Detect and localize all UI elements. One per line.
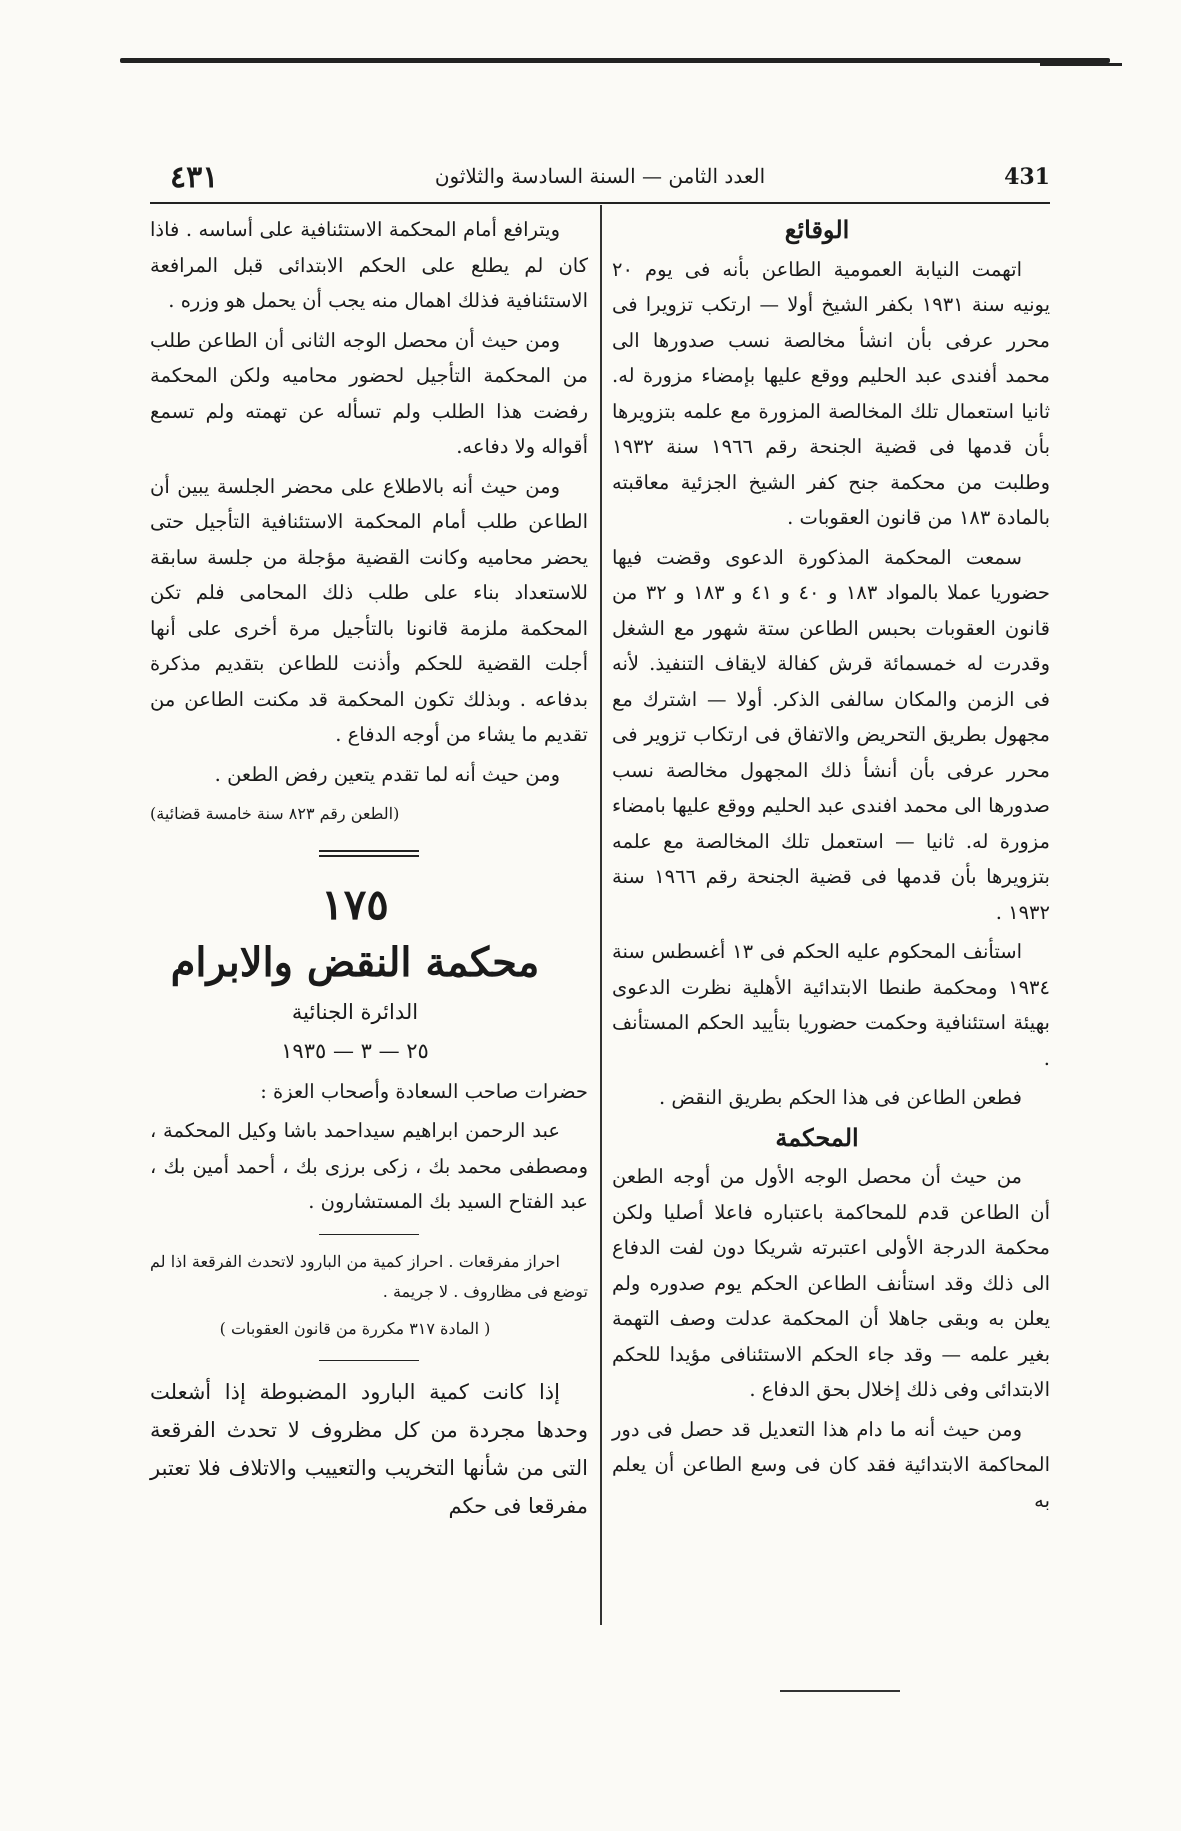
column-divider: [600, 205, 602, 1625]
law-reference: ( المادة ٣١٧ مكررة من قانون العقوبات ): [219, 1318, 491, 1338]
top-rule-tail: [1040, 63, 1122, 66]
page-number-arabic: ٤٣١: [170, 160, 219, 195]
facts-paragraph-3: استأنف المحكوم عليه الحكم فى ١٣ أغسطس سنة ١٩٣٤ ومحكمة طنطا الابتدائية الأهلية نظرت الدعوى بهيئة استئنافية وحكمت حضوريا بتأييد الحكم المستأنف .: [612, 940, 1050, 1070]
page-header: [150, 160, 1050, 200]
court-paragraph-2: ومن حيث أنه ما دام هذا التعديل قد حصل فى دور المحاكمة الابتدائية فقد كان فى وسع الطاعن أن يعلم به: [612, 1417, 1050, 1512]
case-number: ١٧٥: [321, 879, 389, 929]
top-rule: [120, 58, 1110, 63]
headnote-rule-top: [319, 1234, 419, 1235]
court-paragraph-1: من حيث أن محصل الوجه الأول من أوجه الطعن أن الطاعن قدم للمحاكمة باعتباره فاعلا أصليا ولكن محكمة الدرجة الأولى اعتبرته شريكا دون لفت الدفاع الى ذلك وقد استأنف الطاعن الحكم يوم صدوره ولم يعلن به وبقى جاهلا أن المحكمة عدلت وصف التهمة بغير علمه — وقد جاء الحكم الاستئنافى مؤيدا للحكم الابتدائى وفى ذلك إخلال بحق الدفاع .: [612, 1165, 1050, 1401]
chamber-name: الدائرة الجنائية: [291, 999, 419, 1024]
left-column: [150, 212, 588, 1529]
headnote: احراز مفرقعات . احراز كمية من البارود لاتحدث الفرقعة اذا لم توضع فى مظاروف . لا جريمة .: [150, 1251, 588, 1301]
section-separator: [319, 850, 419, 857]
facts-paragraph-2: سمعت المحكمة المذكورة الدعوى وقضت فيها حضوريا عملا بالمواد ١٨٣ و ٤٠ و ٤١ و ١٨٣ و ٣٢ من قانون العقوبات بحبس الطاعن ستة شهور مع الشغل وقدرت له خمسمائة قرش كفالة لايقاف التنفيذ. لأنه فى الزمن والمكان سالفى الذكر. أولا — اشترك مع مجهول بطريق التحريض والاتفاق فى ارتكاب تزوير فى محرر عرفى بأن أنشأ ذلك المجهول مخالصة نسب صدورها الى محمد افندى عبد الحليم ووقع عليها بامضاء مزورة له. ثانيا — استعمل تلك المخالصة مع علمه بتزويرها بأن قدمها فى قضية الجنحة رقم ١٩٦٦ سنة ١٩٣٢ .: [611, 545, 1050, 924]
case-date: ٢٥ — ٣ — ١٩٣٥: [281, 1039, 429, 1063]
page-number-latin: 431: [1004, 164, 1050, 190]
case-citation: (الطعن رقم ٨٢٣ سنة خامسة قضائية): [150, 804, 400, 823]
running-title: العدد الثامن — السنة السادسة والثلاثون: [434, 164, 766, 188]
right-column: [612, 212, 1050, 1522]
header-rule: [150, 202, 1050, 204]
reasoning-paragraph-4: ومن حيث أنه لما تقدم يتعين رفض الطعن .: [214, 762, 560, 786]
judges-intro: حضرات صاحب السعادة وأصحاب العزة :: [260, 1079, 588, 1103]
reasoning-paragraph-1: ويترافع أمام المحكمة الاستئنافية على أساسه . فاذا كان لم يطلع على الحكم الابتدائى قبل المرافعة الاستئنافية فذلك اهمال منه يجب أن يحمل هو وزره .: [150, 218, 588, 312]
reasoning-paragraph-3: ومن حيث أنه بالاطلاع على محضر الجلسة يبين أن الطاعن طلب أمام المحكمة الاستئنافية التأجيل حتى يحضر محاميه وكانت القضية مؤجلة من جلسة سابقة للاستعداد بناء على طلب ذلك المحامى فلم تكن المحكمة ملزمة قانونا بالتأجيل مرة أخرى على أنها أجلت القضية للحكم وأذنت للطاعن بتقديم مذكرة بدفاعه . وبذلك تكون المحكمة قد مكنت الطاعن من تقديم ما يشاء من أوجه الدفاع .: [150, 474, 588, 746]
headnote-rule-bottom: [319, 1360, 419, 1361]
reasoning-paragraph-2: ومن حيث أن محصل الوجه الثانى أن الطاعن طلب من المحكمة التأجيل لحضور محاميه ولكن المحكمة رفضت هذا الطلب ولم تسأله عن تهمته ولم تسمع أقواله ولا دفاعه.: [150, 328, 588, 458]
judges-list: عبد الرحمن ابراهيم سيداحمد باشا وكيل المحكمة ، ومصطفى محمد بك ، زكى برزى بك ، أحمد أمين بك ، عبد الفتاح السيد بك المستشارون .: [150, 1119, 588, 1213]
court-title: محكمة النقض والابرام: [170, 938, 540, 986]
ruling-body: إذا كانت كمية البارود المضبوطة إذا أشعلت وحدها مجردة من كل مظروف لا تحدث الفرقعة التى من شأنها التخريب والتعييب والاتلاف فلا تعتبر مفرقعا فى حكم: [150, 1380, 588, 1518]
bottom-flourish: [780, 1690, 900, 1692]
facts-paragraph-4: فطعن الطاعن فى هذا الحكم بطريق النقض .: [658, 1086, 1022, 1109]
facts-heading: الوقائع: [784, 215, 850, 244]
facts-paragraph-1: اتهمت النيابة العمومية الطاعن بأنه فى يوم ٢٠ يونيه سنة ١٩٣١ بكفر الشيخ أولا — ارتكب تزويرا فى محرر عرفى بأن انشأ مخالصة نسب صدورها الى محمد أفندى عبد الحليم ووقع عليها بإمضاء مزورة له. ثانيا استعمال تلك المخالصة المزورة مع علمه بتزويرها بأن قدمها فى قضية الجنحة رقم ١٩٦٦ سنة ١٩٣٢ وطلبت من محكمة جنح كفر الشيخ الجزئية معاقبته بالمادة ١٨٣ من قانون العقوبات .: [612, 257, 1051, 529]
court-heading: المحكمة: [775, 1122, 859, 1152]
